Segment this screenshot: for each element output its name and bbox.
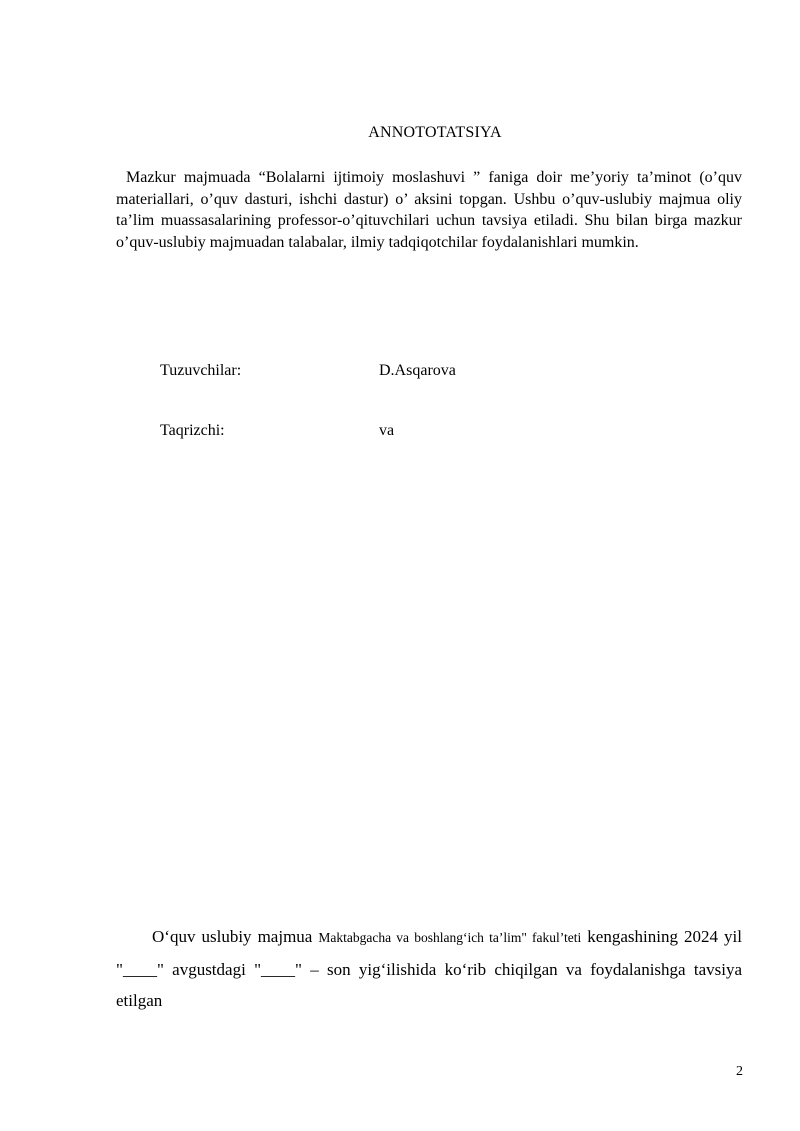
approval-text-end: kengashining 2024 yil "____" avgustdagi "____" – son yig‘ilishida ko‘rib chiqilgan va foydalanishga tavsiya etilgan: [116, 927, 742, 1010]
approval-paragraph: [116, 921, 742, 1017]
reviewer-value: va: [379, 422, 395, 439]
approval-text-start: O‘quv uslubiy majmua: [152, 927, 319, 946]
authors-label: Tuzuvchilar:: [160, 362, 242, 379]
page-number: 2: [736, 1064, 743, 1079]
authors-value: D.Asqarova: [379, 362, 456, 379]
faculty-name: Maktabgacha va boshlang‘ich ta’lim" fakul’teti: [318, 930, 582, 945]
approval-text: [116, 921, 742, 1017]
page-title: ANNOTOTATSIYA: [368, 124, 502, 141]
abstract-text: Mazkur majmuada “Bolalarni ijtimoiy moslashuvi ” faniga doir me’yoriy ta’minot (o’quv materiallari, o’quv dasturi, ishchi dastur) o’ aksini topgan. Ushbu o’quv-uslubiy majmua oliy ta’lim muassasalarining professor-o’qituvchilari uchun tavsiya etiladi. Shu bilan birga mazkur o’quv-uslubiy majmuadan talabalar, ilmiy tadqiqotchilar foydalanishlari mumkin.: [116, 169, 742, 251]
reviewer-label: Taqrizchi:: [160, 422, 225, 439]
abstract-paragraph: [116, 167, 742, 253]
